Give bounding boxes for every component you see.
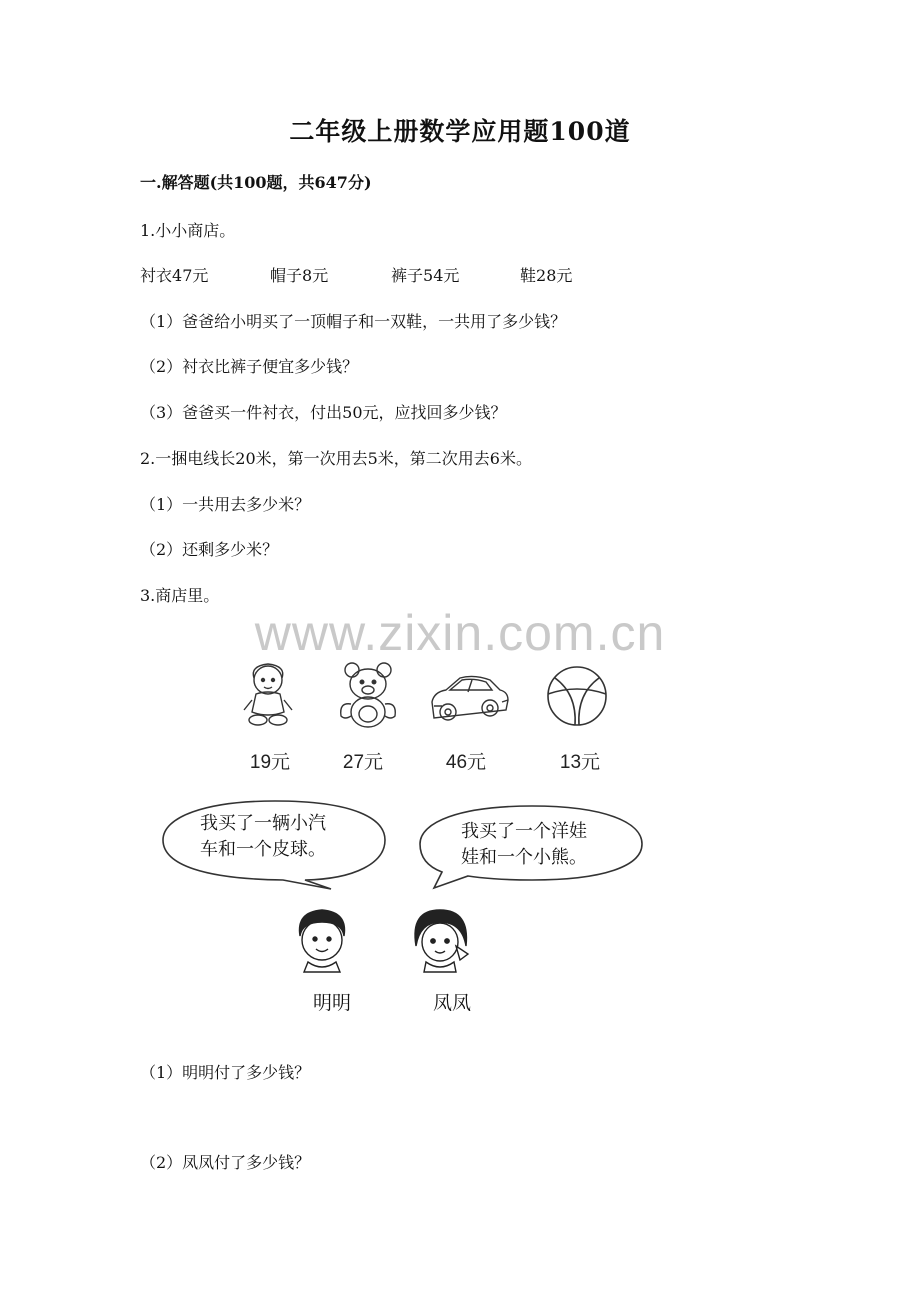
bubble-line: 我买了一辆小汽 <box>200 813 326 833</box>
price-item-value: 28元 <box>536 266 573 285</box>
price-item-value: 54元 <box>423 266 460 285</box>
ball-icon <box>545 664 609 728</box>
boy-icon <box>292 908 352 974</box>
bubble-line: 娃和一个小熊。 <box>461 847 587 867</box>
q1-sub-3: （3）爸爸买一件衬衣，付出50元，应找回多少钱？ <box>140 403 507 422</box>
toy-price: 19元 <box>249 752 291 773</box>
price-item-name: 裤子 <box>391 266 424 285</box>
girl-icon <box>410 906 472 974</box>
bubble-line: 车和一个皮球。 <box>200 839 326 859</box>
q3-sub-2: （2）凤凤付了多少钱？ <box>140 1153 311 1172</box>
speech-bubble-text-right <box>461 818 587 870</box>
toy-price: 27元 <box>342 752 384 773</box>
q2-sub-2: （2）还剩多少米？ <box>140 540 279 559</box>
q2-stem: 2.一捆电线长20米，第一次用去5米，第二次用去6米。 <box>140 449 532 468</box>
q1-stem: 1.小小商店。 <box>140 221 236 240</box>
page-title: 二年级上册数学应用题100道 <box>289 117 631 146</box>
price-item-name: 鞋 <box>520 266 537 285</box>
kid-name: 明明 <box>312 993 351 1014</box>
price-item <box>140 263 208 286</box>
toy-price: 46元 <box>445 752 487 773</box>
price-item-name: 衬衣 <box>140 266 173 285</box>
q1-sub-2: （2）衬衣比裤子便宜多少钱？ <box>140 357 359 376</box>
watermark: www.zixin.com.cn <box>254 605 666 661</box>
price-item <box>391 263 459 286</box>
q3-stem: 3.商店里。 <box>140 586 220 605</box>
toy-car-icon <box>428 668 510 728</box>
price-item <box>270 263 328 286</box>
section-heading: 一.解答题(共100题，共647分) <box>140 173 372 192</box>
price-item <box>520 263 572 286</box>
q3-sub-1: （1）明明付了多少钱？ <box>140 1063 311 1082</box>
bubble-line: 我买了一个洋娃 <box>461 821 587 841</box>
toy-price: 13元 <box>559 752 601 773</box>
price-item-name: 帽子 <box>270 266 303 285</box>
q2-sub-1: （1）一共用去多少米？ <box>140 495 311 514</box>
doll-icon <box>238 660 298 730</box>
speech-bubble-text-left <box>200 810 326 862</box>
kid-name: 凤凤 <box>432 993 471 1014</box>
q1-sub-1: （1）爸爸给小明买了一顶帽子和一双鞋，一共用了多少钱？ <box>140 312 567 331</box>
teddy-bear-icon <box>335 660 401 730</box>
price-item-value: 47元 <box>172 266 209 285</box>
price-item-value: 8元 <box>302 266 329 285</box>
